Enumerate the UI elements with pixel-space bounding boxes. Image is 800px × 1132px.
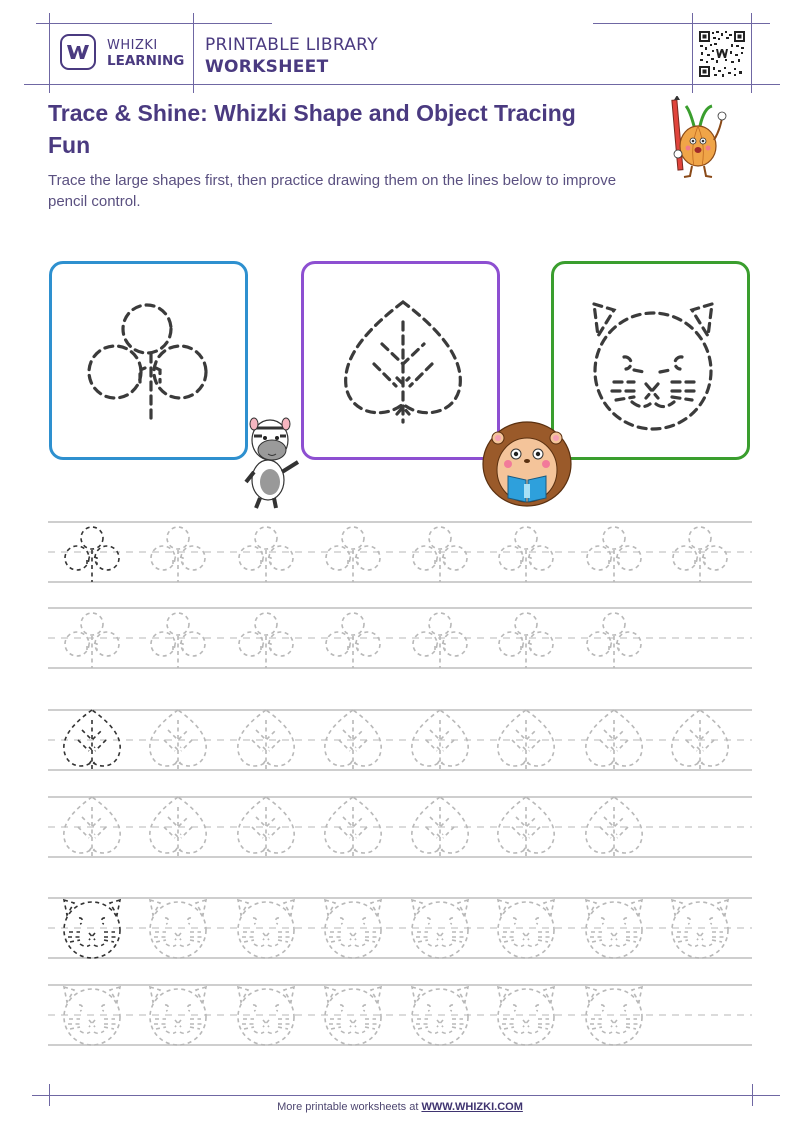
clover-trace-icon <box>151 527 205 582</box>
footer-line <box>32 1095 780 1096</box>
cat-face-trace-icon <box>586 987 642 1045</box>
cat-face-trace-icon <box>412 900 468 958</box>
clover-trace-icon <box>413 613 467 668</box>
clover-trace-icon <box>326 613 380 668</box>
cat-face-trace-icon <box>64 987 120 1045</box>
website-link[interactable]: WWW.WHIZKI.COM <box>421 1101 523 1113</box>
cat-face-trace-icon <box>150 987 206 1045</box>
page-title: Trace & Shine: Whizki Shape and Object Tracing Fun <box>48 100 576 158</box>
cat-face-trace-icon <box>325 987 381 1045</box>
footer <box>0 1101 800 1113</box>
clover-trace-icon <box>413 527 467 582</box>
practice-row-clover[interactable] <box>48 522 752 582</box>
practice-row-leaf[interactable] <box>48 797 752 857</box>
clover-trace-icon <box>587 613 641 668</box>
cat-face-trace-icon <box>586 900 642 958</box>
cat-face-trace-icon <box>498 900 554 958</box>
cat-face-trace-icon <box>64 900 120 958</box>
cat-face-trace-icon <box>412 987 468 1045</box>
brand-name-line2: LEARNING <box>107 53 185 69</box>
clover-trace-icon <box>673 527 727 582</box>
library-label: PRINTABLE LIBRARY <box>205 35 378 55</box>
cat-face-trace-icon <box>150 900 206 958</box>
clover-trace-icon <box>151 613 205 668</box>
worksheet-label: WORKSHEET <box>205 57 329 77</box>
clover-trace-icon <box>499 613 553 668</box>
cat-face-trace-icon <box>672 900 728 958</box>
footer-text: More printable worksheets at <box>277 1101 422 1113</box>
clover-trace-icon <box>239 613 293 668</box>
practice-row-cat-face[interactable] <box>48 985 752 1045</box>
practice-row-cat-face[interactable] <box>48 898 752 958</box>
clover-trace-icon <box>499 527 553 582</box>
cat-face-trace-icon <box>238 987 294 1045</box>
cat-face-trace-icon <box>325 900 381 958</box>
cat-face-trace-icon <box>498 987 554 1045</box>
instructions-text: Trace the large shapes first, then practice drawing them on the lines below to improve pencil control. <box>48 172 617 210</box>
cat-face-trace-icon <box>238 900 294 958</box>
clover-trace-icon <box>326 527 380 582</box>
clover-trace-icon <box>239 527 293 582</box>
brand-name-line1: WHIZKI <box>107 38 158 53</box>
clover-trace-icon <box>587 527 641 582</box>
clover-trace-icon <box>65 527 119 582</box>
clover-trace-icon <box>65 613 119 668</box>
practice-row-clover[interactable] <box>48 608 752 668</box>
practice-row-leaf[interactable] <box>48 710 752 770</box>
